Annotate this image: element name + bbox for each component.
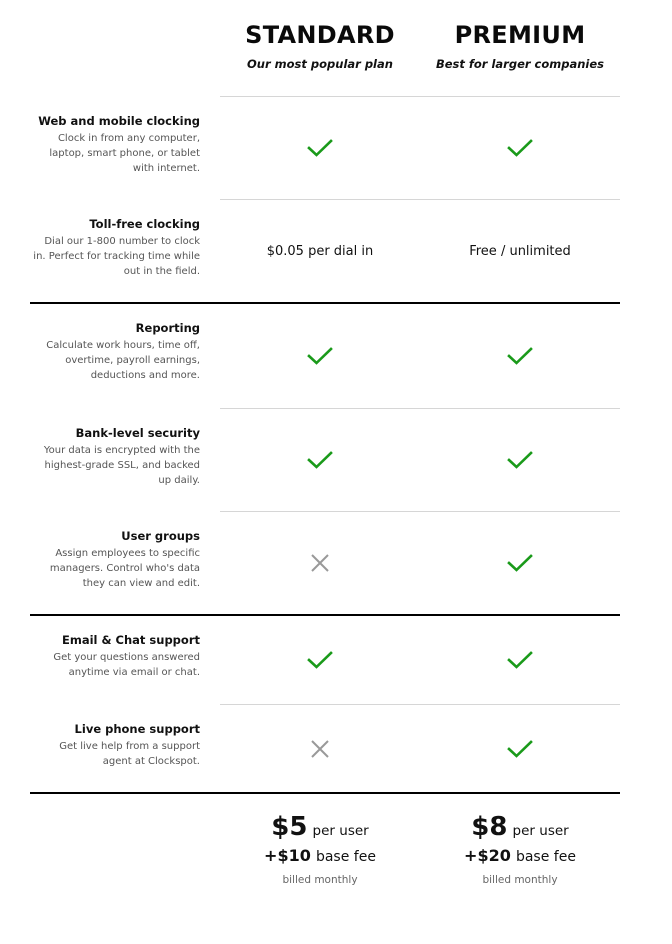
check-icon: [507, 553, 533, 573]
feature-row: [0, 303, 672, 408]
feature-cell-standard: [220, 704, 420, 793]
price-amount: $5: [271, 812, 308, 842]
feature-value: Free / unlimited: [469, 243, 571, 259]
feature-description: Your data is encrypted with the highest-grade SSL, and backed up daily.: [43, 445, 200, 486]
check-icon: [307, 138, 333, 158]
price-unit: per user: [512, 823, 569, 839]
check-icon: [507, 739, 533, 759]
feature-row: [0, 408, 672, 511]
feature-cell-standard: [220, 408, 420, 511]
feature-cell-premium: [420, 96, 620, 199]
fee-line: [220, 846, 420, 865]
feature-title: Reporting: [135, 321, 200, 335]
check-icon: [507, 346, 533, 366]
feature-title: Email & Chat support: [62, 633, 200, 647]
feature-cell-premium: [420, 303, 620, 408]
feature-cell-premium: [420, 615, 620, 704]
section-divider: [30, 792, 620, 794]
feature-info: [30, 529, 200, 591]
price-unit: per user: [312, 823, 369, 839]
check-icon: [507, 450, 533, 470]
fee-amount: +$20: [464, 846, 511, 865]
check-icon: [307, 450, 333, 470]
cross-icon: [310, 739, 330, 759]
feature-description: Clock in from any computer, laptop, smart phone, or tablet with internet.: [49, 133, 200, 174]
feature-description: Assign employees to specific managers. Control who's data they can view and edit.: [49, 548, 200, 589]
feature-title: Toll-free clocking: [89, 217, 200, 231]
feature-row: [0, 704, 672, 793]
check-icon: [307, 346, 333, 366]
feature-description: Get live help from a support agent at Clockspot.: [59, 741, 200, 767]
fee-amount: +$10: [264, 846, 311, 865]
price-line: [220, 812, 420, 842]
feature-cell-premium: [420, 199, 620, 303]
plan-header-standard: [220, 0, 420, 96]
feature-cell-standard: [220, 511, 420, 615]
billing-period: billed monthly: [482, 874, 558, 886]
feature-cell-premium: [420, 511, 620, 615]
feature-title: Live phone support: [74, 722, 200, 736]
feature-value: $0.05 per dial in: [266, 243, 374, 259]
feature-cell-premium: [420, 704, 620, 793]
feature-title: Web and mobile clocking: [38, 114, 200, 128]
plan-name: STANDARD: [245, 21, 395, 49]
check-icon: [307, 650, 333, 670]
feature-title: User groups: [121, 529, 200, 543]
plan-name: PREMIUM: [454, 21, 586, 49]
feature-cell-standard: [220, 96, 420, 199]
fee-line: [420, 846, 620, 865]
check-icon: [507, 650, 533, 670]
feature-info: [30, 217, 200, 279]
fee-unit: base fee: [315, 849, 376, 865]
feature-row: [0, 199, 672, 303]
price-amount: $8: [471, 812, 508, 842]
feature-info: [30, 321, 200, 383]
feature-title: Bank-level security: [75, 426, 200, 440]
feature-info: [30, 722, 200, 769]
feature-description: Dial our 1-800 number to clock in. Perfect for tracking time while out in the field.: [33, 236, 200, 277]
feature-cell-premium: [420, 408, 620, 511]
feature-row: [0, 511, 672, 615]
feature-description: Get your questions answered anytime via email or chat.: [53, 652, 200, 678]
feature-row: [0, 615, 672, 704]
pricing-standard: [220, 812, 420, 886]
feature-info: [30, 633, 200, 680]
plan-tagline: Our most popular plan: [247, 57, 393, 71]
check-icon: [507, 138, 533, 158]
feature-cell-standard: [220, 615, 420, 704]
fee-unit: base fee: [515, 849, 576, 865]
pricing-premium: [420, 812, 620, 886]
cross-icon: [310, 553, 330, 573]
feature-cell-standard: [220, 199, 420, 303]
price-line: [420, 812, 620, 842]
feature-info: [30, 114, 200, 176]
feature-row: [0, 96, 672, 199]
plan-header-premium: [420, 0, 620, 96]
feature-cell-standard: [220, 303, 420, 408]
plan-tagline: Best for larger companies: [435, 57, 605, 71]
feature-description: Calculate work hours, time off, overtime, payroll earnings, deductions and more.: [46, 340, 200, 381]
billing-period: billed monthly: [282, 874, 358, 886]
feature-info: [30, 426, 200, 488]
